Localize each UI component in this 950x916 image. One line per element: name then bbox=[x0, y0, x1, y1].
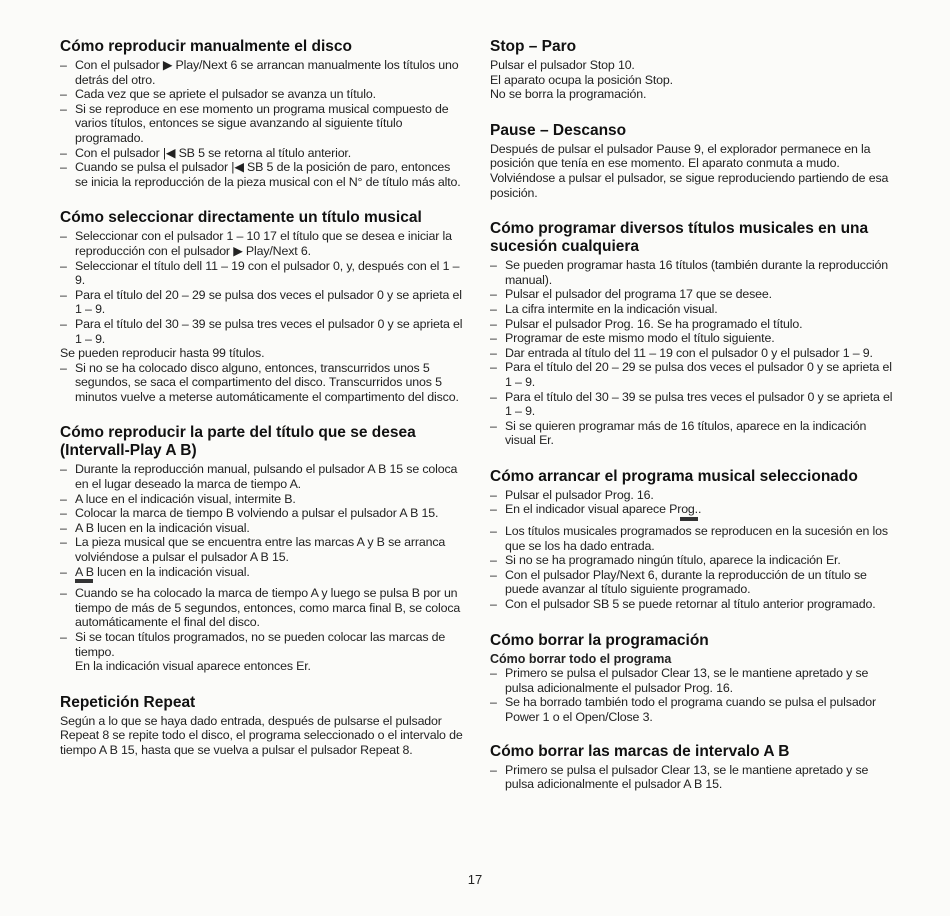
list-item: – Si no se ha programado ningún título, aparece la indicación Er. bbox=[490, 553, 894, 568]
list-item: – En el indicador visual aparece Prog.. bbox=[490, 502, 894, 517]
list-item: – La pieza musical que se encuentra entre las marcas A y B se arranca volviéndose a pulsar el pulsador A B 15. bbox=[60, 535, 464, 564]
section-program bbox=[490, 220, 894, 448]
section-subheading: Cómo borrar todo el programa bbox=[490, 651, 672, 666]
list-item: – Para el título del 30 – 39 se pulsa tres veces el pulsador 0 y se aprieta el 1 – 9. bbox=[60, 317, 464, 346]
list-item: – Se ha borrado también todo el programa cuando se pulsa el pulsador Power 1 o el Open/Close 3. bbox=[490, 695, 894, 724]
list-item: – Programar de este mismo modo el título siguiente. bbox=[490, 331, 894, 346]
list-item: – Dar entrada al título del 11 – 19 con el pulsador 0 y el pulsador 1 – 9. bbox=[490, 346, 894, 361]
section-heading: Repetición Repeat bbox=[60, 693, 196, 711]
list-item: – Con el pulsador Play/Next 6, durante la reproducción de un título se puede avanzar al título siguiente programado. bbox=[490, 568, 894, 597]
text-line: Pulsar el pulsador Stop 10. bbox=[490, 58, 635, 72]
list-item: – La cifra intermite en la indicación visual. bbox=[490, 302, 894, 317]
list-item: – A B lucen en la indicación visual. bbox=[60, 565, 464, 580]
section-manual-play bbox=[60, 38, 464, 189]
note-text: Se pueden reproducir hasta 99 títulos. bbox=[60, 346, 265, 361]
section-pause bbox=[490, 122, 894, 200]
bullet-list bbox=[60, 58, 464, 189]
right-column bbox=[490, 38, 894, 812]
section-heading: Cómo borrar la programación bbox=[490, 631, 709, 649]
bullet-list bbox=[490, 258, 894, 448]
note-text: En la indicación visual aparece entonces Er. bbox=[75, 659, 311, 674]
section-interval-play bbox=[60, 424, 464, 673]
display-bar-icon bbox=[75, 579, 93, 583]
bullet-list bbox=[490, 763, 894, 792]
list-item: – Para el título del 20 – 29 se pulsa dos veces el pulsador 0 y se aprieta el 1 – 9. bbox=[60, 288, 464, 317]
section-stop bbox=[490, 38, 894, 102]
list-item: – Pulsar el pulsador del programa 17 que se desee. bbox=[490, 287, 894, 302]
list-item: – Si se reproduce en ese momento un programa musical compuesto de varios títulos, entonces se sigue avanzando al siguiente título programado. bbox=[60, 102, 464, 146]
list-item: – Si se quieren programar más de 16 títulos, aparece en la indicación visual Er. bbox=[490, 419, 894, 448]
page-number: 17 bbox=[467, 872, 483, 887]
list-item: – Cada vez que se apriete el pulsador se avanza un título. bbox=[60, 87, 464, 102]
bullet-list bbox=[490, 488, 894, 517]
list-item: – Pulsar el pulsador Prog. 16. bbox=[490, 488, 894, 503]
section-heading: Cómo reproducir manualmente el disco bbox=[60, 38, 352, 55]
list-item: – Primero se pulsa el pulsador Clear 13, se le mantiene apretado y se pulsa adicionalmente el pulsador Prog. 16. bbox=[490, 666, 894, 695]
bullet-list bbox=[490, 666, 894, 724]
list-item: – Los títulos musicales programados se reproducen en la sucesión en los que se los ha dado entrada. bbox=[490, 524, 894, 553]
list-item: – Cuando se pulsa el pulsador |◀ SB 5 de la posición de paro, entonces se inicia la reproducción de la pieza musical con el N° de título más alto. bbox=[60, 160, 464, 189]
section-clear-program bbox=[490, 632, 894, 725]
list-item: – Con el pulsador |◀ SB 5 se retorna al título anterior. bbox=[60, 146, 464, 161]
bullet-list bbox=[60, 462, 464, 579]
section-heading: Cómo seleccionar directamente un título musical bbox=[60, 209, 422, 227]
list-item: – Colocar la marca de tiempo B volviendo a pulsar el pulsador A B 15. bbox=[60, 506, 464, 521]
text-line: No se borra la programación. bbox=[490, 87, 647, 102]
section-heading: Cómo reproducir la parte del título que se desea (Intervall-Play A B) bbox=[60, 424, 416, 460]
list-item: – Para el título del 30 – 39 se pulsa tres veces el pulsador 0 y se aprieta el 1 – 9. bbox=[490, 390, 894, 419]
bullet-list bbox=[490, 524, 894, 612]
list-item: – Primero se pulsa el pulsador Clear 13, se le mantiene apretado y se pulsa adicionalmente el pulsador A B 15. bbox=[490, 763, 894, 792]
list-item: – A B lucen en la indicación visual. bbox=[60, 521, 464, 536]
list-item: – Si se tocan títulos programados, no se pueden colocar las marcas de tiempo. bbox=[60, 630, 464, 659]
section-start-program bbox=[490, 468, 894, 612]
section-heading: Cómo arrancar el programa musical seleccionado bbox=[490, 467, 858, 485]
list-item: – Para el título del 20 – 29 se pulsa dos veces el pulsador 0 y se aprieta el 1 – 9. bbox=[490, 360, 894, 389]
section-heading: Pause – Descanso bbox=[490, 121, 627, 139]
list-item: – Con el pulsador SB 5 se puede retornar al título anterior programado. bbox=[490, 597, 894, 612]
list-item: – Seleccionar con el pulsador 1 – 10 17 el título que se desea e iniciar la reproducción con el pulsador ▶ Play/Next 6. bbox=[60, 229, 464, 258]
left-column bbox=[60, 38, 464, 778]
paragraph: Después de pulsar el pulsador Pause 9, el explorador permanece en la posición que tenía en ese momento. El aparato conmuta a mudo. Volviéndose a pulsar el pulsador, se sigue reproduciendo partiendo de esa posición. bbox=[490, 141, 889, 200]
list-item: – Se pueden programar hasta 16 títulos (también durante la reproducción manual). bbox=[490, 258, 894, 287]
list-item: – Si no se ha colocado disco alguno, entonces, transcurridos unos 5 segundos, se saca el compartimento del disco. Transcurridos unos 5 minutos vuelve a meterse automáticamente el compartimento del disco. bbox=[60, 361, 464, 405]
text-line: El aparato ocupa la posición Stop. bbox=[490, 72, 673, 87]
display-bar-icon bbox=[680, 517, 698, 521]
list-item: – A luce en el indicación visual, intermite B. bbox=[60, 492, 464, 507]
bullet-list bbox=[60, 229, 464, 346]
bullet-list bbox=[60, 361, 464, 405]
section-repeat bbox=[60, 694, 464, 758]
bullet-list bbox=[60, 586, 464, 659]
list-item: – Cuando se ha colocado la marca de tiempo A y luego se pulsa B por un tiempo de más de 5 segundos, entonces, como marca final B, se coloca automáticamente el final del disco. bbox=[60, 586, 464, 630]
section-heading: Cómo programar diversos títulos musicales en una sucesión cualquiera bbox=[490, 220, 869, 256]
paragraph: Según a lo que se haya dado entrada, después de pulsarse el pulsador Repeat 8 se repite todo el disco, el programa seleccionado o el intervalo de tiempo A B 15, hasta que se vuelva a pulsar el pulsador Repeat 8. bbox=[60, 713, 463, 757]
section-heading: Cómo borrar las marcas de intervalo A B bbox=[490, 742, 790, 760]
section-direct-select bbox=[60, 209, 464, 404]
list-item: – Durante la reproducción manual, pulsando el pulsador A B 15 se coloca en el lugar deseado la marca de tiempo A. bbox=[60, 462, 464, 491]
section-clear-interval bbox=[490, 743, 894, 792]
list-item: – Con el pulsador ▶ Play/Next 6 se arrancan manualmente los títulos uno detrás del otro. bbox=[60, 58, 464, 87]
list-item: – Seleccionar el título dell 11 – 19 con el pulsador 0, y, después con el 1 – 9. bbox=[60, 259, 464, 288]
section-heading: Stop – Paro bbox=[490, 38, 577, 55]
list-item: – Pulsar el pulsador Prog. 16. Se ha programado el título. bbox=[490, 317, 894, 332]
